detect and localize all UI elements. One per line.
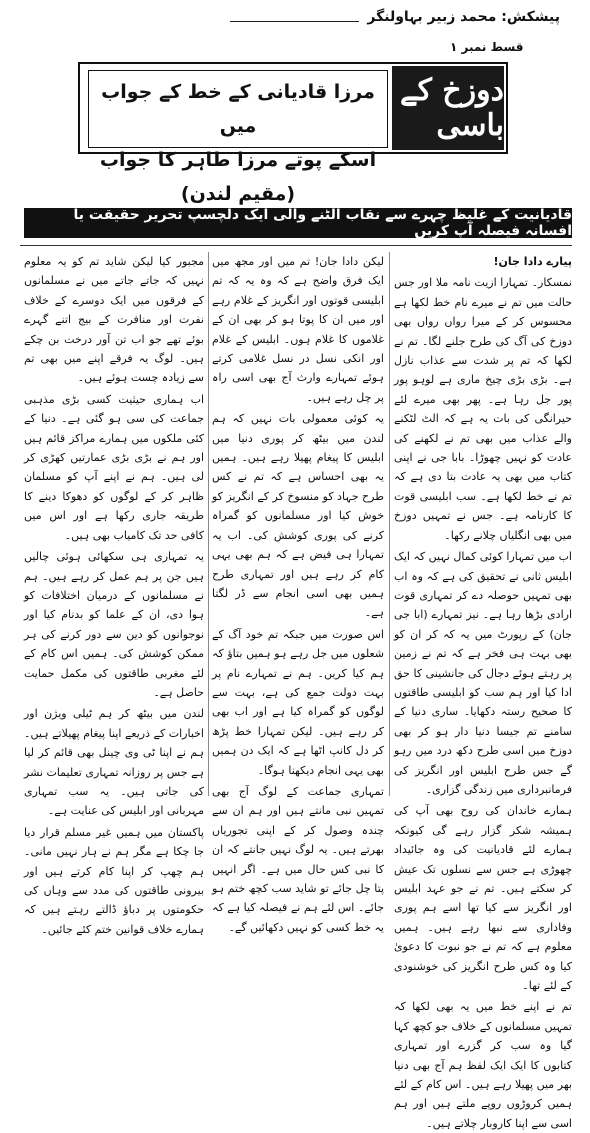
column-separator — [208, 252, 209, 796]
paragraph: یہ تمہاری ہی سکھائی ہوئی چالیں ہیں جن پر ہم عمل کر رہے ہیں۔ ہم نے مسلمانوں کے درمیان اختلافات کو ہوا دی، ان کے علما کو بدنام کیا اور نوجوانوں کو دین سے دور کرنے کی ہر ممکن کوشش کی۔ ہمیں اس کام کے لئے مغربی طاقتوں کی مکمل حمایت حاصل ہے۔ — [24, 550, 204, 699]
credit-line — [230, 6, 560, 28]
credit-text: پیشکش: محمد زبیر بہاولنگر — [367, 9, 560, 25]
paragraph: نمسکار۔ تمہارا ازیت نامہ ملا اور جس حالت میں تم نے میرے نام خط لکھا ہے محسوس کر کے میرا رواں رواں بھی دوزخ کی آگ کی طرح جلنے لگا۔ تم نے لکھا کہ تم پر شدت سے عذاب نازل ہے۔ بڑی بڑی چیخ ماری ہے لوہو پور پور جل رہا ہے۔ پھر بھی میرے لئے حیرانگی کی بات یہ ہے کہ الٹ لٹکنے والے عذاب میں بھی تم نے لکھنے کی عادت کو نہیں چھوڑا۔ بابا جی نے اپنی کتاب میں بھی یہ عادت بتا دی ہے کہ تم نے خط لکھا ہے۔ سب ابلیسی قوت کا کارنامہ ہے۔ جس نے تمہیں دوزخ میں بھی انگلیاں چلانے رکھا۔ — [394, 276, 572, 542]
title-band — [78, 62, 508, 205]
subtitle-band: قادیانیت کے غلیظ چہرے سے نقاب الٹنے والی ایک دلچسپ تحریر حقیقت یا افسانہ فیصلہ آپ کریں — [24, 208, 572, 238]
column-right — [394, 252, 572, 1130]
paragraph: اب میں تمہارا کوئی کمال نہیں کہ ایک ابلیس ثانی نے تحقیق کی ہے کہ وہ اب بھی تمہیں حوصلہ دے کر تمہاری قوت ارادی بڑھا رہا ہے۔ نیز تمہارے (ابا جی جان) کے رپورٹ میں یہ کہ کر ان کو بھی بہت ہی فخر ہے کہ تم نے زمین پر رہتے ہوئے دجال کی جانشینی کا حق ادا کیا اور ہم سب کو ابلیسی طاقتوں کا صحیح رستہ دکھایا۔ ساری دنیا کے سامنے تم جیسا دنیا دار ہو کر بھی دوزخ میں اسی طرح دکھ درد میں رہو گے جس طرح ابلیس اور انگریز کی فرمانبرداری میں زندگی گزاری۔ — [394, 550, 572, 796]
paragraph: پاکستان میں ہمیں غیر مسلم قرار دیا جا چکا ہے مگر ہم نے ہار نہیں مانی۔ ہم چھپ کر اپنا کام کرتے ہیں اور بیرونی طاقتوں کی مدد سے وہاں کی حکومتوں پر دباؤ ڈالتے رہتے ہیں کہ ہمارے خلاف قوانین ختم کئے جائیں۔ — [24, 825, 204, 936]
column-middle — [212, 252, 384, 934]
paragraph: تم نے اپنے خط میں یہ بھی لکھا کہ تمہیں مسلمانوں کے خلاف جو کچھ کہا گیا وہ سب کر گزرے اور تمہاری کتابوں کا ایک ایک لفظ ہم آج بھی دنیا بھر میں پھیلا رہے ہیں۔ اس کام کے لئے ہمیں کروڑوں روپے ملتے ہیں اور ہم اسی سے اپنا کاروبار چلاتے ہیں۔ — [394, 1000, 572, 1130]
paragraph: لندن میں بیٹھ کر ہم ٹیلی ویژن اور اخبارات کے ذریعے اپنا پیغام پھیلاتے ہیں۔ ہم نے اپنا ٹی وی چینل بھی قائم کر لیا ہے جس پر روزانہ تمہاری تعلیمات نشر کی جاتی ہیں۔ یہ سب تمہاری مہربانی اور ابلیس کی عنایت ہے۔ — [24, 707, 204, 818]
paragraph: تمہاری جماعت کے لوگ آج بھی تمہیں نبی مانتے ہیں اور ہم ان سے چندہ وصول کر کے اپنی تجوریاں بھرتے ہیں۔ یہ لوگ نہیں جانتے کہ ان کا نبی کس حال میں ہے۔ اگر انہیں پتا چل جائے تو شاید سب کچھ ختم ہو جائے۔ اس لئے ہم نے فیصلہ کیا ہے کہ یہ خط کسی کو نہیں دکھائیں گے۔ — [212, 784, 384, 934]
series-label: قسط نمبر ١ — [450, 40, 524, 54]
paragraph: ہمارے خاندان کی روح بھی آپ کی ہمیشہ شکر گزار رہے گی کیونکہ ہمارے لئے قادیانیت کی وہ جائیداد چھوڑی ہے جس سے نسلوں تک عیش کر سکتے ہیں۔ تم نے جو عہد ابلیس اور انگریز سے کیا تھا اسے ہم پوری وفاداری سے نبھا رہے ہیں۔ ہمیں معلوم ہے کہ تم نے جو نبوت کا دعویٰ کیا وہ کس طرح انگریز کی خوشنودی کے لئے تھا۔ — [394, 804, 572, 993]
column-left — [24, 252, 204, 936]
divider — [20, 245, 572, 246]
paragraph: اب ہماری حیثیت کسی بڑی مذہبی جماعت کی سی ہو گئی ہے۔ دنیا کے کئی ملکوں میں ہمارے مراکز قائم ہیں اور ہم نے بڑی بڑی عمارتیں کھڑی کر لی ہیں۔ ہم نے اپنے آپ کو مسلمان ظاہر کر کے لوگوں کو دھوکا دینے کا طریقہ جاری رکھا ہے اور اس میں کافی حد تک کامیاب بھی ہیں۔ — [24, 392, 204, 542]
credit-rule — [230, 21, 359, 22]
title-line-2: اسکے پوتے مرزا طاہر کا جواب (مقیم لندن) — [99, 149, 377, 205]
column-separator — [389, 252, 390, 796]
paragraph: لیکن دادا جان! تم میں اور مجھ میں ایک فرق واضح ہے کہ وہ یہ کہ تم ابلیسی قوتوں اور انگریز کے غلام رہے اور میں ان کا پوتا ہو کر بھی ان کے غلاموں کا غلام ہوں۔ ابلیس کے غلام اور انکی نسل در نسل غلامی کرتے ہوئے تمہارے وارث آج بھی اسی راہ پر چل رہے ہیں۔ — [212, 255, 384, 404]
paragraph: یہ کوئی معمولی بات نہیں کہ ہم لندن میں بیٹھ کر پوری دنیا میں ابلیس کا پیغام پھیلا رہے ہیں۔ ہمیں یہ بھی احساس ہے کہ تم نے کس طرح جہاد کو منسوخ کر کے انگریز کو خوش کیا اور مسلمانوں کو گمراہ کرنے کی پوری کوشش کی۔ اب یہ تمہارا ہی فیض ہے کہ ہم بھی یہی کام کر رہے ہیں اور تمہاری طرح ہمیں بھی اسی انجام سے ڈر لگتا ہے۔ — [212, 412, 384, 620]
salutation: پیارے دادا جان! — [493, 255, 572, 268]
paragraph: اس صورت میں جبکہ تم خود آگ کے شعلوں میں جل رہے ہو ہمیں بتاؤ کہ ہم کیا کریں۔ ہم نے تمہارے نام پر بہت دولت جمع کی ہے، بہت سے لوگوں کو گمراہ کیا ہے اور اب بھی کر رہے ہیں۔ لیکن تمہارا خط پڑھ کر دل کانپ اٹھا ہے کہ ایک دن ہمیں بھی یہی انجام دیکھنا ہوگا۔ — [212, 627, 384, 777]
title-box — [88, 70, 388, 205]
paragraph: مجبور کیا لیکن شاید تم کو یہ معلوم نہیں کہ جاتے جاتے میں نے مسلمانوں کے فرقوں میں ایک دوسرے کے خلاف نفرت اور منافرت کے بیج اتنے گہرے بوئے تھے جو اب تن آور درخت بن چکے ہیں۔ لوگ یہ فرقے اپنے میں بھی تم سے زیادہ چست ہوئے ہیں۔ — [24, 255, 204, 385]
series-brand-title: دوزخ کے باسی — [392, 66, 504, 150]
title-line-1: مرزا قادیانی کے خط کے جواب میں — [101, 81, 375, 137]
